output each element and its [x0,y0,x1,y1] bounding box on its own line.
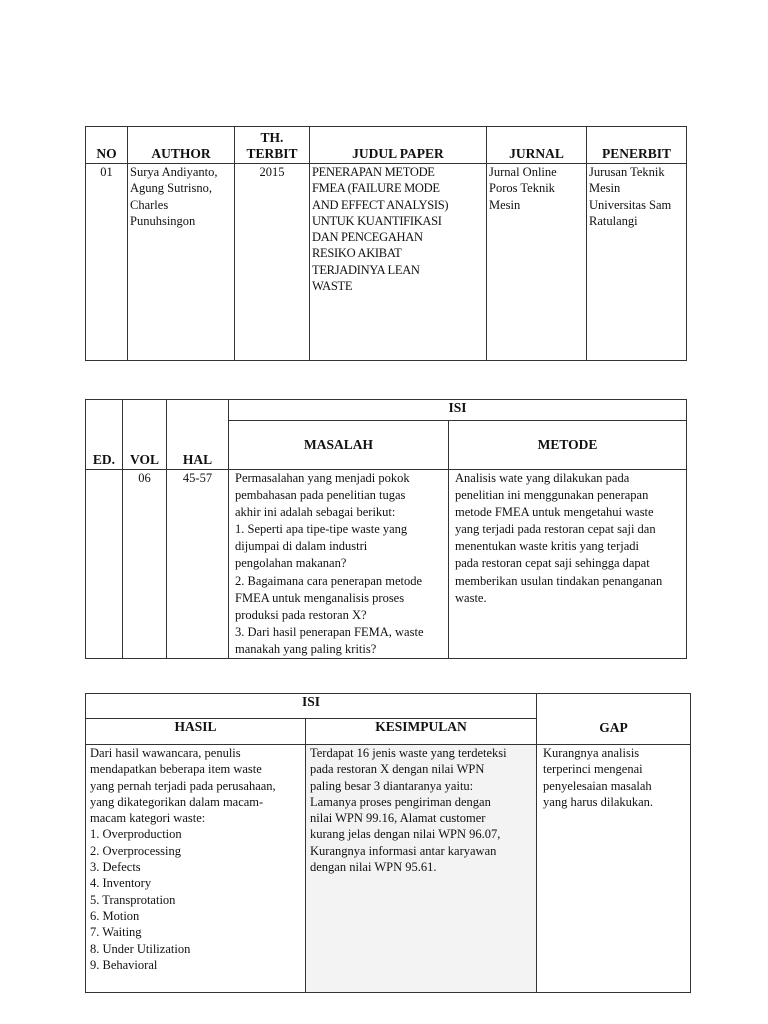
penerbit-line: Jurusan Teknik [589,165,665,179]
paper-info-table [85,126,687,361]
gap-line: yang harus dilakukan. [543,794,654,809]
metode-line: Analisis wate yang dilakukan pada [455,471,630,485]
gap-line: Kurangnya analisis [543,746,640,760]
jurnal-line: Mesin [489,197,521,212]
header-masalah: MASALAH [229,421,449,470]
paper-info-header-row [86,127,687,164]
hasil-line: mendapatkan beberapa item waste [90,762,262,777]
hasil-line: Dari hasil wawancara, penulis [90,746,241,760]
list-item: 4. Inventory [90,876,152,891]
author-line: Surya Andiyanto, [130,165,218,179]
header-isi: ISI [229,400,687,421]
masalah-line: Permasalahan yang menjadi pokok [235,471,410,485]
penerbit-line: Mesin [589,181,621,196]
content-problem-table [85,399,687,659]
masalah-line: FMEA untuk menganalisis proses [235,590,405,605]
kesimpulan-line: Lamanya proses pengiriman dengan [310,794,491,809]
judul-line: PENERAPAN METODE [312,165,435,179]
paper-info-row [86,164,687,361]
waste-category-list [90,826,301,973]
list-item: 1. Overproduction [90,827,182,842]
content-result-table [85,693,691,993]
metode-line: waste. [455,590,487,605]
metode-line: penelitian ini menggunakan penerapan [455,488,649,503]
judul-line: DAN PENCEGAHAN [312,230,423,245]
header-ed: ED. [86,400,123,470]
penerbit-line: Universitas Sam [589,197,672,212]
header-th-line2: TERBIT [246,146,298,161]
masalah-line: 1. Seperti apa tipe-tipe waste yang [235,522,408,537]
header-no: NO [86,127,128,164]
cell-hal: 45-57 [167,470,229,659]
metode-line: menentukan waste kritis yang terjadi [455,539,639,554]
cell-judul-paper [310,164,487,361]
kesimpulan-line: pada restoran X dengan nilai WPN [310,762,485,777]
list-item: 9. Behavioral [90,957,158,972]
result-row [86,745,691,993]
kesimpulan-line: Kurangnya informasi antar karyawan [310,843,497,858]
kesimpulan-line: nilai WPN 99.16, Alamat customer [310,811,486,826]
cell-kesimpulan [306,745,537,993]
cell-author [128,164,235,361]
masalah-line: manakah yang paling kritis? [235,641,377,656]
header-metode: METODE [449,421,687,470]
list-item: 6. Motion [90,908,140,923]
header-hal: HAL [167,400,229,470]
author-line: Punuhsingon [130,213,196,228]
jurnal-line: Poros Teknik [489,181,555,196]
kesimpulan-line: dengan nilai WPN 95.61. [310,860,437,875]
header-th-terbit [235,127,310,164]
masalah-line: 3. Dari hasil penerapan FEMA, waste [235,624,424,639]
metode-line: pada restoran cepat saji sehingga dapat [455,556,650,571]
header-jurnal: JURNAL [487,127,587,164]
cell-ed [86,470,123,659]
content-header-row-1 [86,400,687,421]
cell-jurnal [487,164,587,361]
masalah-line: dijumpai di dalam industri [235,539,368,554]
hasil-line: yang pernah terjadi pada perusahaan, [90,778,276,793]
author-line: Charles [130,197,169,212]
kesimpulan-line: paling besar 3 diantaranya yaitu: [310,778,474,793]
masalah-line: produksi pada restoran X? [235,607,367,622]
list-item: 2. Overprocessing [90,843,181,858]
list-item: 7. Waiting [90,925,142,940]
kesimpulan-line: Terdapat 16 jenis waste yang terdeteksi [310,746,507,760]
judul-line: UNTUK KUANTIFIKASI [312,213,442,228]
author-line: Agung Sutrisno, [130,181,212,196]
masalah-line: pengolahan makanan? [235,556,347,571]
cell-metode [449,470,687,659]
masalah-line: 2. Bagaimana cara penerapan metode [235,573,423,588]
judul-line: AND EFFECT ANALYSIS) [312,197,449,212]
header-author: AUTHOR [128,127,235,164]
result-header-row-1 [86,694,691,719]
cell-hasil [86,745,306,993]
cell-gap [537,745,691,993]
cell-masalah [229,470,449,659]
list-item: 8. Under Utilization [90,941,191,956]
header-vol: VOL [123,400,167,470]
judul-line: FMEA (FAILURE MODE [312,181,440,196]
header-gap: GAP [537,694,691,745]
cell-th-terbit: 2015 [235,164,310,361]
list-item: 3. Defects [90,860,141,875]
header-judul-paper: JUDUL PAPER [310,127,487,164]
penerbit-line: Ratulangi [589,213,638,228]
metode-line: metode FMEA untuk mengetahui waste [455,505,654,520]
header-th-line1: TH. [260,130,284,145]
hasil-line: yang dikategorikan dalam macam- [90,794,264,809]
gap-line: penyelesaian masalah [543,778,652,793]
header-hasil: HASIL [86,719,306,745]
judul-line: TERJADINYA LEAN [312,262,420,277]
list-item: 5. Transprotation [90,892,176,907]
cell-penerbit [587,164,687,361]
metode-line: memberikan usulan tindakan penanganan [455,573,663,588]
cell-no: 01 [86,164,128,361]
hasil-line: macam kategori waste: [90,811,206,826]
header-kesimpulan: KESIMPULAN [306,719,537,745]
judul-line: WASTE [312,279,353,294]
content-row [86,470,687,659]
judul-line: RESIKO AKIBAT [312,246,402,261]
gap-line: terperinci mengenai [543,762,643,777]
masalah-line: akhir ini adalah sebagai berikut: [235,505,396,520]
header-isi-2: ISI [86,694,537,719]
jurnal-line: Jurnal Online [489,165,557,179]
metode-line: yang terjadi pada restoran cepat saji dan [455,522,656,537]
kesimpulan-line: kurang jelas dengan nilai WPN 96.07, [310,827,501,842]
header-penerbit: PENERBIT [587,127,687,164]
cell-vol: 06 [123,470,167,659]
masalah-line: pembahasan pada penelitian tugas [235,488,406,503]
